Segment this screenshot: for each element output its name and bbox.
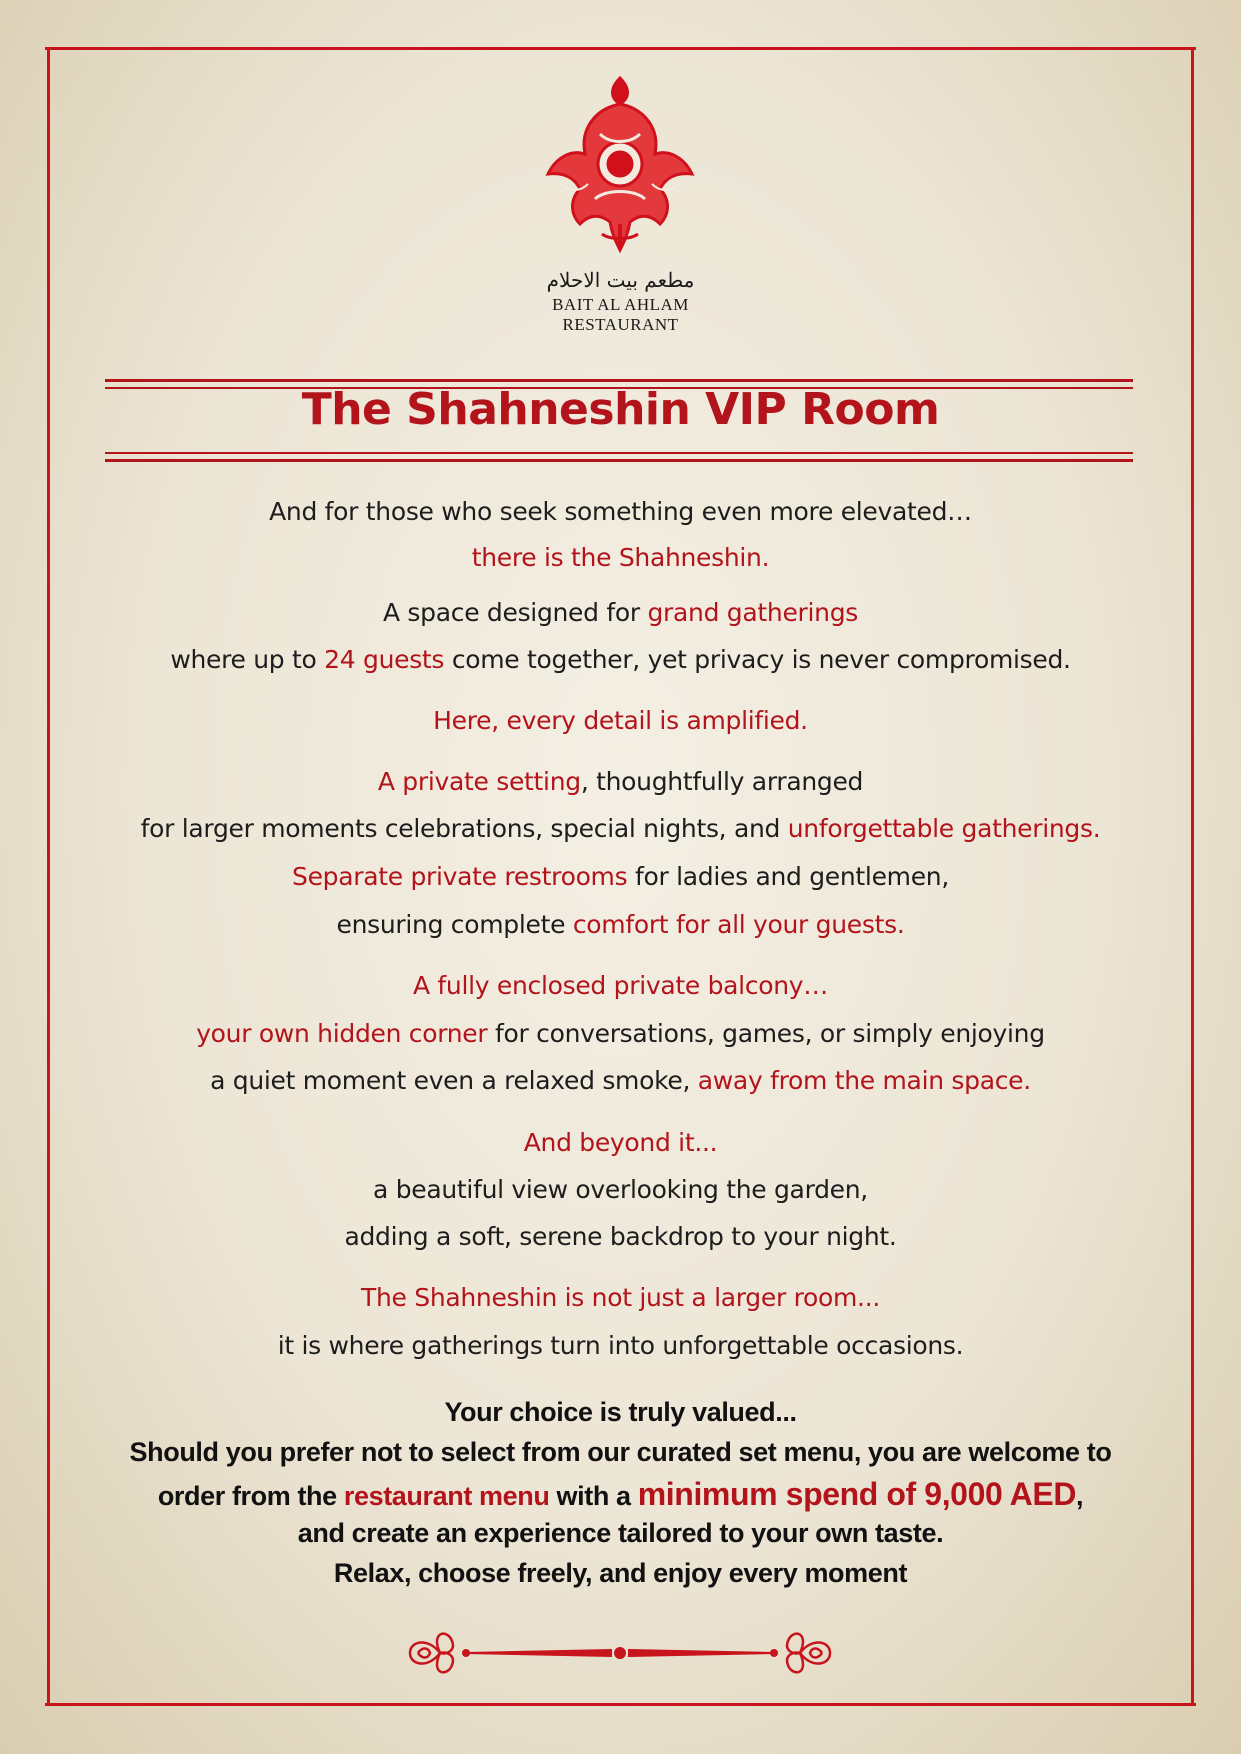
title-rule-top-outer — [105, 379, 1133, 382]
title-rule-bottom-outer — [105, 459, 1133, 462]
body-text-segment: where up to — [170, 645, 325, 674]
highlight-text: The Shahneshin is not just a larger room... — [361, 1283, 880, 1312]
body-line — [60, 1019, 1181, 1048]
body-line — [60, 1283, 1181, 1312]
minimum-spend-highlight: minimum spend of 9,000 AED — [637, 1476, 1077, 1512]
body-line — [60, 1175, 1181, 1204]
title-rule-bottom-inner — [105, 452, 1133, 454]
body-text-segment: adding a soft, serene backdrop to your night. — [344, 1222, 897, 1251]
highlight-text: Separate private restrooms — [292, 862, 628, 891]
highlight-text: unforgettable gatherings. — [787, 814, 1101, 843]
body-text-segment: for conversations, games, or simply enjoying — [487, 1019, 1045, 1048]
body-line — [60, 767, 1181, 796]
frame-bottom-border — [45, 1703, 1196, 1706]
highlight-text: Here, every detail is amplified. — [433, 706, 808, 735]
notice-line-2-c: with a — [549, 1481, 638, 1511]
body-text-segment: it is where gatherings turn into unforgettable occasions. — [277, 1331, 964, 1360]
page-title: The Shahneshin VIP Room — [301, 384, 940, 435]
body-text-segment: for ladies and gentlemen, — [627, 862, 949, 891]
highlight-text: A fully enclosed private balcony… — [412, 971, 828, 1000]
body-text-segment: , thoughtfully arranged — [580, 767, 864, 796]
body-line — [60, 1128, 1181, 1157]
body-text-segment: A space designed for — [382, 598, 648, 627]
body-line — [60, 1066, 1181, 1095]
highlight-text: there is the Shahneshin. — [471, 543, 770, 572]
body-line — [60, 497, 1181, 526]
body-line — [60, 1331, 1181, 1360]
body-text-segment: a beautiful view overlooking the garden, — [373, 1175, 868, 1204]
body-text-segment: ensuring complete — [336, 910, 573, 939]
body-line — [60, 543, 1181, 572]
body-text-segment: come together, yet privacy is never compromised. — [444, 645, 1071, 674]
body-line — [60, 971, 1181, 1000]
paisley-logo-icon — [540, 74, 700, 274]
divider-ornament-icon — [400, 1625, 840, 1681]
highlight-text: comfort for all your guests. — [572, 910, 905, 939]
highlight-text: And beyond it... — [523, 1128, 718, 1157]
body-line — [60, 645, 1181, 674]
body-line — [60, 1222, 1181, 1251]
notice-line-2-e: , — [1076, 1481, 1084, 1511]
brand-name-line2: RESTAURANT — [562, 315, 679, 334]
brand-name-arabic: مطعم بيت الاحلام — [546, 268, 695, 292]
body-text-segment: And for those who seek something even more elevated… — [269, 497, 972, 526]
highlight-text: away from the main space. — [697, 1066, 1031, 1095]
notice-line-3: and create an experience tailored to your own taste. — [297, 1518, 944, 1548]
body-line — [60, 814, 1181, 843]
body-line — [60, 598, 1181, 627]
restaurant-menu-highlight: restaurant menu — [343, 1481, 550, 1511]
highlight-text: 24 guests — [324, 645, 445, 674]
body-line — [60, 910, 1181, 939]
highlight-text: A private setting — [377, 767, 581, 796]
highlight-text: grand gatherings — [647, 598, 858, 627]
body-text-segment: a quiet moment even a relaxed smoke, — [210, 1066, 698, 1095]
notice-heading: Your choice is truly valued... — [444, 1397, 797, 1427]
notice-line-2-a: order from the — [157, 1481, 344, 1511]
notice-line-2 — [0, 1476, 1241, 1513]
body-line — [60, 862, 1181, 891]
notice-line-1: Should you prefer not to select from our curated set menu, you are welcome to — [129, 1437, 1112, 1467]
highlight-text: your own hidden corner — [196, 1019, 488, 1048]
frame-top-border — [45, 47, 1196, 50]
body-text-segment: for larger moments celebrations, special nights, and — [140, 814, 788, 843]
brand-name-line1: BAIT AL AHLAM — [552, 295, 689, 314]
body-line — [60, 706, 1181, 735]
notice-closing: Relax, choose freely, and enjoy every moment — [333, 1558, 908, 1588]
